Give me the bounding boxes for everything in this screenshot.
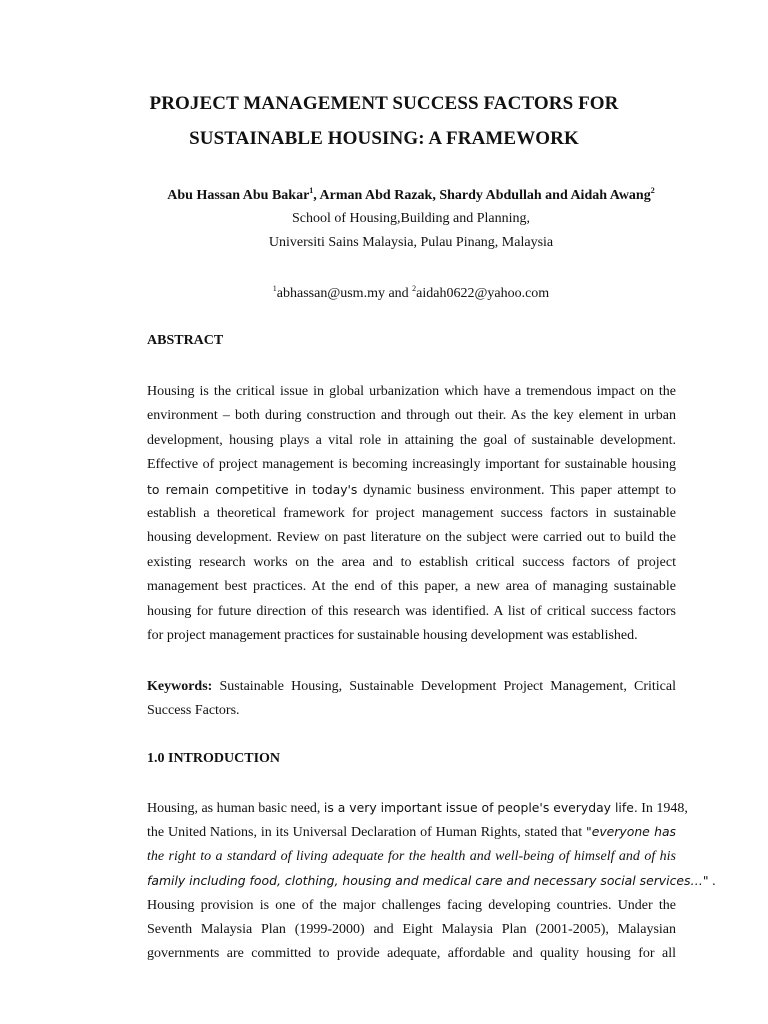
email-marker: 1	[272, 284, 277, 293]
intro-fragment: the United Nations, in its Universal Declaration of Human Rights, stated that	[147, 825, 587, 841]
introduction-heading: 1.0 INTRODUCTION	[147, 751, 281, 766]
affiliation-line-2: Universiti Sains Malaysia, Pulau Pinang, Malaysia	[268, 235, 554, 250]
abstract-paragraph	[147, 380, 676, 648]
affiliation-line-1: School of Housing,Building and Planning,	[292, 211, 530, 226]
intro-quote-fragment: family including food, clothing, housing and medical care and necessary social services…"	[147, 873, 709, 889]
email-marker: 2	[412, 284, 417, 293]
author-list	[0, 186, 768, 204]
abstract-line: environment – both during construction and through out their. As the key element in urban	[147, 408, 676, 424]
abstract-line-fragment: dynamic business environment. This paper attempt to	[357, 482, 676, 498]
keywords-line: Success Factors.	[147, 703, 240, 719]
paper-title-line-2: SUSTAINABLE HOUSING: A FRAMEWORK	[189, 128, 579, 149]
intro-line	[147, 869, 716, 893]
keywords-label: Keywords:	[147, 679, 213, 694]
abstract-line: establish a theoretical framework for project management success factors in sustainable	[147, 505, 676, 521]
keywords-line	[147, 675, 676, 699]
author-names: , Arman Abd Razak, Shardy Abdullah and Aidah Awang	[313, 188, 651, 203]
author-name: Abu Hassan Abu Bakar	[167, 188, 310, 203]
email-text: abhassan@usm.my and	[276, 286, 413, 301]
intro-quote-fragment: "everyone has	[586, 824, 676, 840]
intro-line	[147, 796, 688, 820]
abstract-line: management best practices. At the end of this paper, a new area of managing sustainable	[147, 579, 676, 595]
intro-fragment: .	[708, 874, 716, 890]
email-text: aidah0622@yahoo.com	[416, 286, 550, 301]
introduction-paragraph	[147, 796, 716, 967]
abstract-line: Effective of project management is becoming increasingly important for sustainable housing	[147, 457, 676, 473]
intro-quote-line: the right to a standard of living adequate for the health and well-being of himself and of his	[147, 848, 676, 864]
affiliation-marker: 1	[309, 186, 314, 195]
abstract-heading: ABSTRACT	[147, 333, 224, 348]
intro-line: Housing provision is one of the major challenges facing developing countries. Under the	[147, 897, 676, 913]
keywords-text: Sustainable Housing, Sustainable Development Project Management, Critical	[212, 679, 676, 694]
paper-title-line-1: PROJECT MANAGEMENT SUCCESS FACTORS FOR	[149, 93, 619, 114]
abstract-line: housing for future direction of this research was identified. A list of critical success factors	[147, 603, 676, 619]
abstract-line: for project management practices for sustainable housing development was established.	[147, 627, 638, 643]
keywords-paragraph	[147, 675, 676, 724]
intro-fragment: In 1948,	[637, 801, 688, 816]
affiliation-marker: 2	[650, 186, 655, 195]
abstract-line: development, housing plays a vital role in attaining the goal of sustainable development.	[147, 432, 676, 448]
abstract-line: housing development. Review on past literature on the subject were carried out to build the	[147, 530, 676, 546]
abstract-line	[147, 478, 676, 502]
intro-fragment: is a very important issue of people's everyday life.	[323, 800, 638, 815]
intro-line	[147, 820, 676, 844]
abstract-line: Housing is the critical issue in global urbanization which have a tremendous impact on the	[147, 384, 676, 399]
intro-line: Seventh Malaysia Plan (1999-2000) and Eight Malaysia Plan (2001-2005), Malaysian	[147, 921, 676, 937]
abstract-line-fragment: to remain competitive in today's	[147, 481, 358, 497]
abstract-line: existing research works on the area and to establish critical success factors of project	[147, 554, 676, 570]
intro-line: governments are committed to provide adequate, affordable and quality housing for all	[147, 946, 676, 962]
intro-fragment: Housing, as human basic need,	[147, 801, 324, 816]
author-emails	[0, 284, 768, 302]
